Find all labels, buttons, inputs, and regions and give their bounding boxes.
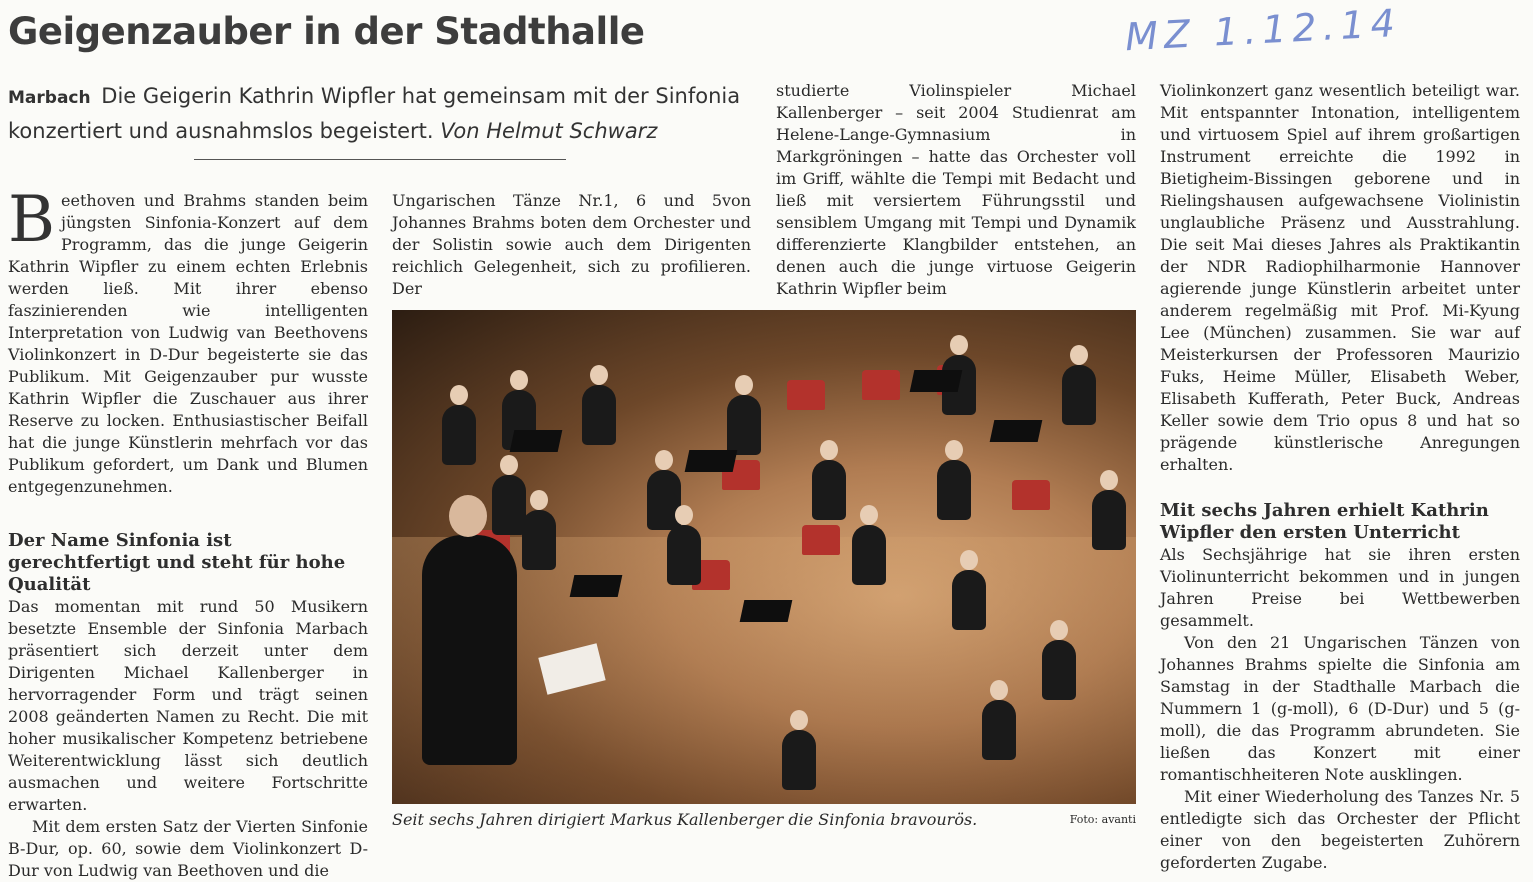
musician bbox=[812, 460, 846, 520]
body-paragraph-3-part-1: Mit dem ersten Satz der Vierten Sinfonie B-Dur, op. 60, sowie dem Violinkonzert D-Dur von Ludwig van Beethoven und die bbox=[8, 817, 368, 880]
musician bbox=[952, 570, 986, 630]
musician bbox=[522, 510, 556, 570]
musician bbox=[442, 405, 476, 465]
music-stand bbox=[510, 430, 563, 452]
photo-caption bbox=[392, 810, 1136, 829]
body-paragraph-4: Als Sechsjährige hat sie ihren ersten Violinunterricht bekommen und in jungen Jahren Preise bei Wettbewerben gesammelt. bbox=[1160, 545, 1520, 630]
musician bbox=[1062, 365, 1096, 425]
chair bbox=[802, 525, 840, 555]
chair bbox=[1012, 480, 1050, 510]
music-stand bbox=[740, 600, 793, 622]
musician bbox=[1092, 490, 1126, 550]
article-column-1 bbox=[8, 183, 368, 882]
conductor bbox=[422, 535, 517, 765]
article-column-2 bbox=[392, 190, 751, 300]
lead-paragraph bbox=[8, 80, 763, 148]
photo-caption-text: Seit sechs Jahren dirigiert Markus Kallenberger die Sinfonia bravourös. bbox=[392, 810, 978, 829]
body-paragraph-1 bbox=[8, 183, 368, 498]
musician bbox=[937, 460, 971, 520]
headline: Geigenzauber in der Stadthalle bbox=[8, 10, 645, 53]
body-paragraph-3-part-4: Violinkonzert ganz wesentlich beteiligt war. Mit entspannter Intonation, intelligentem und virtuosem Spiel auf ihrem großartigen Instrument erreichte die 1992 in Bietigheim-Bissingen geborene und in Rielingshausen aufgewachsene Violinistin unglaubliche Präsenz und Ausstrahlung. Die seit Mai dieses Jahres als Praktikantin der NDR Radiophilharmonie Hannover agierende junge Künstlerin arbeitet unter anderem regelmäßig mit Prof. Mi-Kyung Lee (München) zusammen. Sie war auf Meisterkursen der Professoren Maurizio Fuks, Heime Müller, Elisabeth Weber, Elisabeth Kufferath, Peter Buck, Andreas Keller sowie dem Trio opus 8 und hat so prägende künstlerische Anregungen erhalten. bbox=[1160, 81, 1520, 474]
music-stand bbox=[910, 370, 963, 392]
body-paragraph-5: Von den 21 Ungarischen Tänzen von Johannes Brahms spielte die Sinfonia am Samstag in der Stadthalle Marbach die Nummern 1 (g-moll), 6 (D-Dur) und 5 (g-moll), die das Programm abrundeten. Sie ließen das Konzert mit einer romantischheiteren Note ausklingen. bbox=[1160, 633, 1520, 784]
music-stand bbox=[990, 420, 1043, 442]
musician bbox=[582, 385, 616, 445]
lead-text: Die Geigerin Kathrin Wipfler hat gemeinsam mit der Sinfonia konzertiert und ausnahmslos begeistert. bbox=[8, 84, 741, 143]
musician bbox=[852, 525, 886, 585]
drop-cap: B bbox=[8, 183, 56, 257]
chair bbox=[787, 380, 825, 410]
chair bbox=[862, 370, 900, 400]
subheading-1: Der Name Sinfonia ist gerechtfertigt und steht für hohe Qualität bbox=[8, 530, 346, 595]
lead-divider bbox=[194, 159, 566, 160]
body-paragraph-2: Das momentan mit rund 50 Musikern besetzte Ensemble der Sinfonia Marbach präsentiert sich derzeit unter dem Dirigenten Michael Kallenberger in hervorragender Form und trägt seinen 2008 geänderten Namen zu Recht. Die mit hoher musikalischer Kompetenz betriebene Weiterentwicklung lässt sich deutlich ausmachen und weitere Fortschritte erwarten. bbox=[8, 597, 368, 814]
orchestra-photo bbox=[392, 310, 1136, 804]
dateline-place: Marbach bbox=[8, 88, 91, 108]
musician bbox=[982, 700, 1016, 760]
body-paragraph-1-text: eethoven und Brahms standen beim jüngsten Sinfonia-Konzert auf dem Programm, das die junge Geigerin Kathrin Wipfler zu einem echten Erlebnis werden ließ. Mit ihrer ebenso faszinierenden wie intelligenten Interpretation von Ludwig van Beethovens Violinkonzert in D-Dur begeisterte sie das Publikum. Mit Geigenzauber pur wusste Kathrin Wipfler die Zuschauer aus ihrer Reserve zu locken. Enthusiastischer Beifall hat die junge Künstlerin mehrfach vor das Publikum gefordert, um Dank und Blumen entgegenzunehmen. bbox=[8, 191, 368, 496]
musician bbox=[782, 730, 816, 790]
music-stand bbox=[570, 575, 623, 597]
handwritten-date-note: MZ 1.12.14 bbox=[1124, 0, 1402, 60]
photo-credit: Foto: avanti bbox=[1069, 813, 1136, 826]
body-paragraph-3-part-2: Ungarischen Tänze Nr.1, 6 und 5von Johannes Brahms boten dem Orchester und der Solistin sowie auch dem Dirigenten reichlich Gelegenheit, sich zu profilieren. Der bbox=[392, 191, 751, 298]
article-column-4 bbox=[1160, 80, 1520, 874]
music-stand bbox=[685, 450, 738, 472]
musician bbox=[492, 475, 526, 535]
body-paragraph-3-part-3: studierte Violinspieler Michael Kallenberger – seit 2004 Studienrat am Helene-Lange-Gymnasium in Markgröningen – hatte das Orchester voll im Griff, wählte die Tempi mit Bedacht und ließ mit versiertem Führungsstil und sensiblem Umgang mit Tempi und Dynamik differenzierte Klangbilder entstehen, an denen auch die junge virtuose Geigerin Kathrin Wipfler beim bbox=[776, 81, 1136, 298]
author-byline: Von Helmut Schwarz bbox=[440, 119, 658, 143]
body-paragraph-6: Mit einer Wiederholung des Tanzes Nr. 5 entledigte sich das Orchester der Pflicht einer von den begeisterten Zuhörern geforderten Zugabe. bbox=[1160, 787, 1520, 872]
article-column-3 bbox=[776, 80, 1136, 300]
musician bbox=[1042, 640, 1076, 700]
musician bbox=[667, 525, 701, 585]
subheading-2: Mit sechs Jahren erhielt Kathrin Wipfler den ersten Unterricht bbox=[1160, 500, 1489, 543]
musician bbox=[727, 395, 761, 455]
